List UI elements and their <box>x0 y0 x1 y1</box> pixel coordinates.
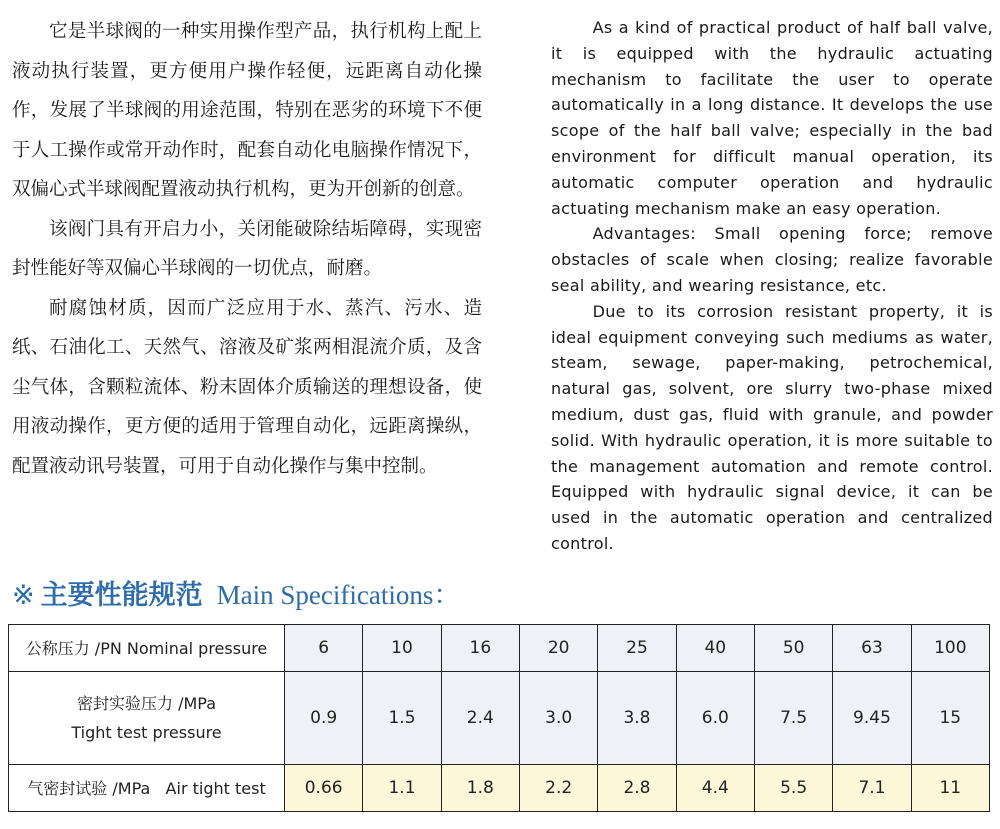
table-cell: 63 <box>833 625 911 672</box>
table-cell: 4.4 <box>676 765 754 812</box>
table-cell: 25 <box>598 625 676 672</box>
table-cell: 6.0 <box>676 672 754 765</box>
row-label-nominal-pressure: 公称压力 /PN Nominal pressure <box>9 625 285 672</box>
table-cell: 15 <box>911 672 989 765</box>
specifications-heading <box>12 573 460 617</box>
row-label-tight-test-pressure <box>9 672 285 765</box>
reference-mark-icon: ※ <box>12 580 35 611</box>
table-cell: 0.9 <box>285 672 363 765</box>
table-cell: 20 <box>519 625 597 672</box>
chinese-description <box>12 12 482 486</box>
table-cell: 7.5 <box>754 672 832 765</box>
table-cell: 0.66 <box>285 765 363 812</box>
specifications-table <box>8 624 990 812</box>
table-row-air-tight-test <box>9 765 990 812</box>
table-cell: 10 <box>363 625 441 672</box>
table-row-nominal-pressure <box>9 625 990 672</box>
english-paragraph-2: Advantages: Small opening force; remove obstacles of scale when closing; realize favorable seal ability, and wearing resistance, etc. <box>551 224 993 295</box>
table-cell: 11 <box>911 765 989 812</box>
table-cell: 6 <box>285 625 363 672</box>
table-cell: 7.1 <box>833 765 911 812</box>
specifications-heading-en: Main Specifications： <box>216 580 461 610</box>
table-cell: 100 <box>911 625 989 672</box>
chinese-paragraph-2: 该阀门具有开启力小，关闭能破除结垢障碍，实现密封性能好等双偏心半球阀的一切优点，耐磨。 <box>12 218 482 279</box>
table-cell: 40 <box>676 625 754 672</box>
table-cell: 5.5 <box>754 765 832 812</box>
table-cell: 1.5 <box>363 672 441 765</box>
table-cell: 16 <box>441 625 519 672</box>
english-paragraph-1: As a kind of practical product of half ball valve, it is equipped with the hydraulic actuating mechanism to facilitate the user to operate automatically in a long distance. It develops the use scope of the half ball valve; especially in the bad environment for difficult manual operation, its automatic computer operation and hydraulic actuating mechanism make an easy operation. <box>551 18 993 218</box>
table-row-tight-test-pressure <box>9 672 990 765</box>
table-cell: 1.8 <box>441 765 519 812</box>
table-cell: 50 <box>754 625 832 672</box>
table-cell: 9.45 <box>833 672 911 765</box>
english-paragraph-3: Due to its corrosion resistant property, it is ideal equipment conveying such mediums as water, steam, sewage, paper-making, petrochemical, natural gas, solvent, ore slurry two-phase mixed medium, dust gas, fluid with granule, and powder solid. With hydraulic operation, it is more suitable to the management automation and remote control. Equipped with hydraulic signal device, it can be used in the automatic operation and centralized control. <box>551 301 993 553</box>
table-cell: 1.1 <box>363 765 441 812</box>
row-label-en: Tight test pressure <box>71 723 222 742</box>
table-cell: 3.0 <box>519 672 597 765</box>
chinese-paragraph-1: 它是半球阀的一种实用操作型产品，执行机构上配上液动执行装置，更方便用户操作轻便，远距离自动化操作，发展了半球阀的用途范围，特别在恶劣的环境下不便于人工操作或常开动作时，配套自动化电脑操作情况下，双偏心式半球阀配置液动执行机构，更为开创新的创意。 <box>12 21 482 200</box>
chinese-paragraph-3: 耐腐蚀材质，因而广泛应用于水、蒸汽、污水、造纸、石油化工、天然气、溶液及矿浆两相混流介质，及含尘气体，含颗粒流体、粉末固体介质输送的理想设备，使用液动操作，更方便的适用于管理自动化，远距离操纵，配置液动讯号装置，可用于自动化操作与集中控制。 <box>12 297 482 477</box>
table-cell: 2.4 <box>441 672 519 765</box>
table-cell: 3.8 <box>598 672 676 765</box>
row-label-cn: 密封实验压力 /MPa <box>76 694 217 713</box>
table-cell: 2.2 <box>519 765 597 812</box>
specifications-heading-cn: 主要性能规范 <box>40 580 203 611</box>
row-label-air-tight-test: 气密封试验 /MPa Air tight test <box>9 765 285 812</box>
table-cell: 2.8 <box>598 765 676 812</box>
english-description <box>551 15 993 557</box>
